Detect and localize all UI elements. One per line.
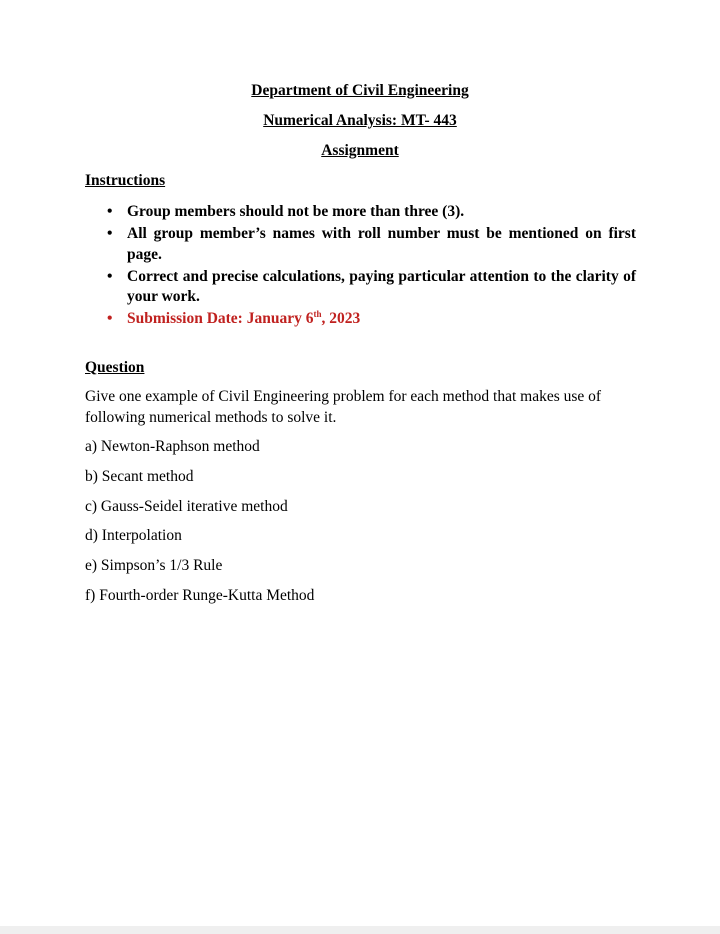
instruction-text: All group member’s names with roll number must be mentioned on first page. (127, 225, 636, 263)
submission-date-superscript: th (313, 308, 322, 319)
instructions-label: Instructions (85, 172, 166, 189)
course-heading: Numerical Analysis: MT- 443 (263, 112, 457, 129)
instruction-item (85, 202, 636, 223)
method-option: f) Fourth-order Runge-Kutta Method (85, 587, 315, 604)
bullet-icon: • (107, 267, 113, 285)
method-option: c) Gauss-Seidel iterative method (85, 498, 288, 515)
method-option: b) Secant method (85, 468, 194, 485)
submission-date-item (85, 309, 636, 330)
submission-date-prefix: Submission Date: January 6 (127, 310, 314, 327)
instruction-text: Correct and precise calculations, paying particular attention to the clarity of your work. (127, 267, 636, 305)
instruction-text: Group members should not be more than three (3). (127, 203, 465, 220)
bullet-icon: • (107, 203, 113, 220)
instruction-item (85, 267, 636, 308)
instructions-list (85, 202, 636, 331)
instruction-item (85, 224, 636, 265)
method-option: d) Interpolation (85, 527, 182, 544)
assignment-heading: Assignment (321, 142, 399, 159)
bullet-icon: • (107, 310, 113, 327)
department-heading: Department of Civil Engineering (251, 82, 469, 99)
question-label: Question (85, 359, 145, 376)
page-bottom-edge (0, 926, 720, 934)
method-option: a) Newton-Raphson method (85, 438, 260, 455)
method-option: e) Simpson’s 1/3 Rule (85, 557, 223, 574)
bullet-icon: • (107, 225, 113, 242)
submission-date-suffix: , 2023 (321, 310, 361, 327)
question-text: Give one example of Civil Engineering problem for each method that makes use of following numerical methods to solve it. (85, 388, 602, 426)
